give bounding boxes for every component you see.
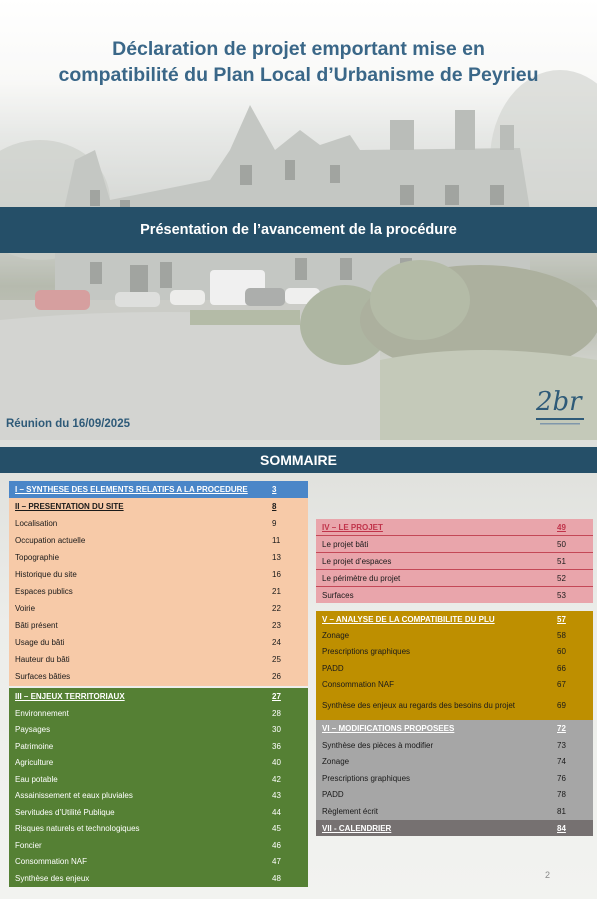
toc-item-label[interactable]: Localisation	[15, 519, 58, 528]
toc-item-page: 30	[272, 725, 281, 735]
toc-section-page: 3	[272, 485, 277, 494]
toc-item-label[interactable]: Agriculture	[15, 758, 54, 768]
toc-item-label[interactable]: Environnement	[15, 708, 69, 718]
toc-item-label[interactable]: Eau potable	[15, 774, 58, 784]
toc-item[interactable]	[9, 600, 308, 617]
toc-item[interactable]	[316, 553, 593, 570]
toc-item-label[interactable]: PADD	[322, 663, 344, 673]
toc-item-page: 13	[272, 553, 281, 562]
toc-item[interactable]	[316, 787, 593, 804]
toc-item[interactable]	[9, 837, 308, 854]
toc-item-label[interactable]: Le projet bâti	[322, 539, 369, 549]
subtitle-band	[0, 207, 597, 253]
toc-item-page: 74	[557, 757, 566, 767]
toc-item-label[interactable]: PADD	[322, 790, 344, 800]
toc-item[interactable]	[9, 755, 308, 772]
toc-item[interactable]	[9, 651, 308, 668]
toc-item-page: 50	[557, 539, 566, 549]
toc-item[interactable]	[9, 583, 308, 600]
toc-item-label[interactable]: Bâti présent	[15, 621, 58, 630]
toc-item[interactable]	[316, 660, 593, 677]
toc-item[interactable]	[9, 634, 308, 651]
toc-section-7[interactable]	[316, 820, 593, 836]
toc-item-label[interactable]: Le projet d’espaces	[322, 556, 392, 566]
page-number: 2	[545, 870, 551, 880]
toc-item-page: 78	[557, 790, 566, 800]
toc-item-label[interactable]: Espaces publics	[15, 587, 73, 596]
toc-section-label[interactable]: III – ENJEUX TERRITORIAUX	[15, 692, 125, 701]
toc-section-page: 84	[557, 823, 566, 833]
toc-item[interactable]	[9, 668, 308, 685]
toc-item[interactable]	[316, 570, 593, 587]
toc-item[interactable]	[316, 803, 593, 820]
toc-item-page: 25	[272, 655, 281, 664]
toc-item-label[interactable]: Servitudes d’Utilité Publique	[15, 807, 115, 817]
toc-item[interactable]	[316, 587, 593, 603]
toc-section-label[interactable]: IV – LE PROJET	[322, 522, 383, 532]
toc-item-page: 43	[272, 791, 281, 801]
sommaire-band	[0, 447, 597, 473]
toc-item[interactable]	[9, 870, 308, 887]
toc-item-page: 21	[272, 587, 281, 596]
toc-item-page: 81	[557, 806, 566, 816]
toc-item-page: 11	[272, 536, 281, 545]
title-line-1: Déclaration de projet emportant mise en	[112, 38, 485, 60]
toc-item-page: 52	[557, 573, 566, 583]
toc-item-label[interactable]: Surfaces	[322, 590, 354, 600]
toc-item[interactable]	[316, 677, 593, 694]
toc-item-label[interactable]: Prescriptions graphiques	[322, 647, 411, 657]
toc-item-page: 46	[272, 840, 281, 850]
toc-section-6	[316, 720, 593, 820]
toc-section-label[interactable]: VI – MODIFICATIONS PROPOSEES	[322, 724, 455, 733]
toc-item[interactable]	[9, 617, 308, 634]
toc-item-label[interactable]: Synthèse des enjeux au regards des besoins du projet	[322, 700, 516, 710]
toc-item-label[interactable]: Occupation actuelle	[15, 536, 86, 545]
toc-section-heading[interactable]	[9, 688, 308, 705]
toc-item[interactable]	[9, 854, 308, 871]
toc-item-label[interactable]: Historique du site	[15, 570, 77, 579]
meeting-date: Réunion du 16/09/2025	[6, 418, 130, 430]
toc-item-label[interactable]: Assainissement et eaux pluviales	[15, 791, 133, 801]
toc-item-label[interactable]: Le périmètre du projet	[322, 573, 401, 583]
toc-item-page: 48	[272, 873, 281, 883]
toc-item-label[interactable]: Prescriptions graphiques	[322, 773, 411, 783]
title-line-2: compatibilité du Plan Local d’Urbanisme de Peyrieu	[58, 64, 539, 86]
toc-section-label[interactable]: II – PRESENTATION DU SITE	[15, 502, 124, 511]
toc-section-page: 49	[557, 522, 566, 532]
toc-section-page: 8	[272, 502, 277, 511]
toc-item-label[interactable]: Topographie	[15, 553, 60, 562]
toc-item-label[interactable]: Zonage	[322, 630, 350, 640]
toc-section-page: 57	[557, 614, 566, 624]
document-title	[20, 36, 577, 88]
toc-item-label[interactable]: Paysages	[15, 725, 51, 735]
toc-item-page: 51	[557, 556, 566, 566]
toc-item[interactable]	[9, 532, 308, 549]
toc-item[interactable]	[9, 771, 308, 788]
toc-item-label[interactable]: Zonage	[322, 757, 350, 767]
toc-section-label[interactable]: VII - CALENDRIER	[322, 823, 392, 833]
toc-item-page: 60	[557, 647, 566, 657]
toc-item-label[interactable]: Règlement écrit	[322, 806, 379, 816]
toc-item[interactable]	[9, 821, 308, 838]
toc-item-label[interactable]: Synthèse des enjeux	[15, 873, 90, 883]
toc-item-page: 40	[272, 758, 281, 768]
toc-item-page: 23	[272, 621, 281, 630]
toc-section-heading[interactable]	[9, 498, 308, 515]
toc-item[interactable]	[316, 536, 593, 553]
toc-section-label[interactable]: V – ANALYSE DE LA COMPATIBILITE DU PLU	[322, 614, 495, 624]
toc-item-label[interactable]: Hauteur du bâti	[15, 655, 70, 664]
toc-item-label[interactable]: Consommation NAF	[322, 680, 395, 690]
toc-item-label[interactable]: Patrimoine	[15, 741, 54, 751]
toc-item[interactable]	[316, 693, 593, 718]
svg-text:2br: 2br	[536, 387, 582, 417]
toc-item-label[interactable]: Foncier	[15, 840, 42, 850]
toc-section-heading[interactable]	[316, 519, 593, 536]
toc-item-label[interactable]: Voirie	[15, 604, 36, 613]
toc-item-page: 66	[557, 663, 566, 673]
toc-item-label[interactable]: Surfaces bâties	[15, 672, 71, 681]
toc-item[interactable]	[316, 644, 593, 661]
toc-section-heading[interactable]	[316, 611, 593, 627]
sommaire-title: SOMMAIRE	[260, 452, 337, 468]
toc-item-page: 76	[557, 773, 566, 783]
toc-item[interactable]	[9, 566, 308, 583]
toc-item[interactable]	[316, 770, 593, 787]
toc-section-3	[9, 688, 308, 887]
toc-item-page: 45	[272, 824, 281, 834]
toc-item-page: 73	[557, 740, 566, 750]
toc-item-page: 58	[557, 630, 566, 640]
toc-item-page: 26	[272, 672, 281, 681]
toc-item-page: 67	[557, 680, 566, 690]
toc-item-page: 22	[272, 604, 281, 613]
toc-item[interactable]	[316, 627, 593, 644]
toc-section-1[interactable]	[9, 481, 308, 498]
2br-logo	[530, 380, 590, 435]
toc-item-page: 9	[272, 519, 277, 528]
toc-item-page: 53	[557, 590, 566, 600]
toc-item-page: 44	[272, 807, 281, 817]
toc-item-page: 36	[272, 741, 281, 751]
toc-item[interactable]	[9, 549, 308, 566]
toc-item[interactable]	[9, 722, 308, 739]
toc-item[interactable]	[316, 754, 593, 771]
toc-item-label[interactable]: Risques naturels et technologiques	[15, 824, 140, 834]
toc-section-5	[316, 611, 593, 720]
subtitle: Présentation de l’avancement de la procédure	[140, 222, 457, 238]
toc-item-label[interactable]: Synthèse des pièces à modifier	[322, 740, 434, 750]
toc-section-label[interactable]: I – SYNTHESE DES ELEMENTS RELATIFS A LA PROCEDURE	[15, 485, 248, 494]
toc-item[interactable]	[9, 738, 308, 755]
toc-item-page: 47	[272, 857, 281, 867]
toc-item-page: 28	[272, 708, 281, 718]
toc-section-2	[9, 498, 308, 686]
toc-section-page: 27	[272, 692, 281, 701]
toc-section-page: 72	[557, 724, 566, 733]
toc-item-page: 69	[557, 700, 566, 710]
toc-item[interactable]	[316, 737, 593, 754]
toc-item-label[interactable]: Usage du bâti	[15, 638, 65, 647]
toc-item[interactable]	[9, 804, 308, 821]
toc-section-4	[316, 519, 593, 603]
toc-item-page: 42	[272, 774, 281, 784]
toc-item[interactable]	[9, 788, 308, 805]
toc-section-heading[interactable]	[316, 720, 593, 737]
toc-item-page: 24	[272, 638, 281, 647]
toc-item-label[interactable]: Consommation NAF	[15, 857, 88, 867]
toc-item[interactable]	[9, 705, 308, 722]
toc-item-page: 16	[272, 570, 281, 579]
toc-item[interactable]	[9, 515, 308, 532]
